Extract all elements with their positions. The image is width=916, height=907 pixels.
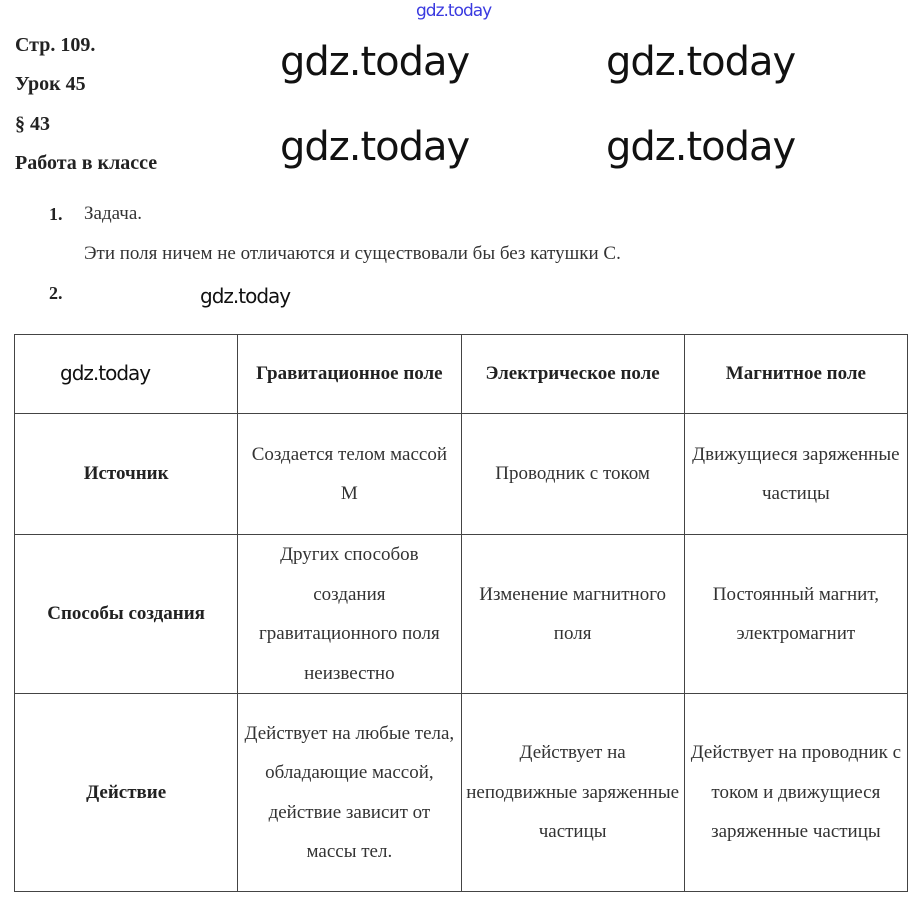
table-row — [15, 535, 908, 694]
section-title: Работа в классе — [15, 152, 158, 174]
watermark: gdz.today — [60, 361, 151, 385]
table-row — [15, 694, 908, 892]
task-1-answer: Эти поля ничем не отличаются и существовали бы без катушки С. — [84, 243, 621, 264]
cell: Действует на неподвижные заряженные частицы — [461, 694, 684, 892]
watermark: gdz.today — [416, 1, 492, 21]
cell: Создается телом массой М — [238, 414, 461, 535]
cell: Действует на проводник с током и движущиеся заряженные частицы — [684, 694, 907, 892]
cell: Действует на любые тела, обладающие массой, действие зависит от массы тел. — [238, 694, 461, 892]
cell: Проводник с током — [461, 414, 684, 535]
table-row — [15, 414, 908, 535]
row-label: Способы создания — [15, 535, 238, 694]
fields-comparison-table — [14, 334, 908, 892]
row-label: Действие — [15, 694, 238, 892]
cell: Постоянный магнит, электромагнит — [684, 535, 907, 694]
task-1-label: Задача. — [84, 203, 143, 224]
header-magnetic: Магнитное поле — [684, 335, 907, 414]
header-electric: Электрическое поле — [461, 335, 684, 414]
watermark: gdz.today — [200, 284, 291, 308]
page-number: Стр. 109. — [15, 34, 96, 56]
cell: Движущиеся заряженные частицы — [684, 414, 907, 535]
watermark: gdz.today — [280, 39, 470, 85]
task-2-number: 2. — [49, 283, 63, 303]
header-gravitational: Гравитационное поле — [238, 335, 461, 414]
row-label: Источник — [15, 414, 238, 535]
watermark: gdz.today — [606, 124, 796, 170]
paragraph-number: § 43 — [15, 113, 50, 135]
watermark: gdz.today — [606, 39, 796, 85]
watermark: gdz.today — [280, 124, 470, 170]
lesson-title: Урок 45 — [15, 73, 86, 95]
cell: Изменение магнитного поля — [461, 535, 684, 694]
cell: Других способов создания гравитационного поля неизвестно — [238, 535, 461, 694]
task-1-number: 1. — [49, 204, 63, 224]
